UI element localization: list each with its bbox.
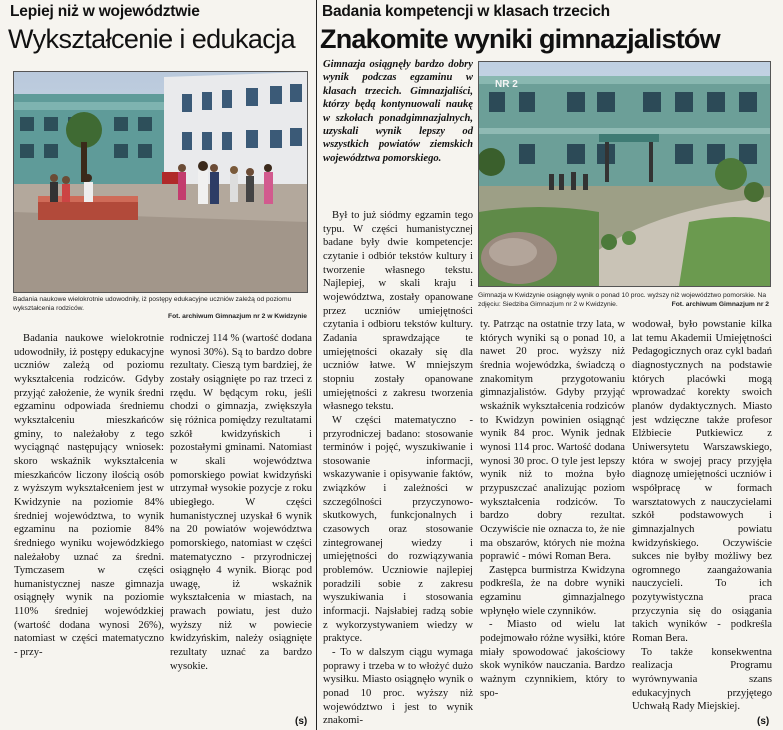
right-column-3 bbox=[632, 318, 772, 716]
left-col2-paragraph: rodniczej 114 % (wartość dodana wynosi 30%). Są to bardzo dobre rezultaty. Cieszą tym bardziej, że zostały osiągnięte po raz trzeci z rzędu. W będącym roku, jeśli chodzi o gimnazja, zwiększyła się różnica pomiędzy rezultatami szkół kwidzyńskich i pozostałymi gminami. Natomiast w skali województwa pomorskiego powiat kwidzyński utrzymał wysokie pozycje z roku ubiegłego. W części humanistycznej uzyskał 6 wynik na 20 powiatów województwa pomorskiego, natomiast w części matematyczno - przyrodniczej osiągnęło 4 wynik. Biorąc pod uwagę, iż wskaźnik wykształcenia w miastach, na prawach powiatu, jest dużo wyższy niż w powiecie kwidzyńskim, należy osiągnięte rezultaty uznać za bardzo wysokie. bbox=[170, 333, 312, 672]
right-column-2 bbox=[480, 318, 625, 730]
left-signature: (s) bbox=[295, 716, 308, 727]
right-photo-caption-text: Gimnazja w Kwidzynie osiągnęły wynik o ponad 10 proc. wyższy niż województwo pomorskie. Na zdjęciu: Siedziba Gimnazjum nr 2 w Kwidzynie. bbox=[478, 292, 767, 308]
page-divider bbox=[316, 0, 317, 730]
right-photo-caption bbox=[478, 292, 769, 309]
photo-sign-text: NR 2 bbox=[495, 79, 518, 90]
right-col1-paragraph: Był to już siódmy egzamin tego typu. W części humanistycznej badane były dwie kompetencje: czytanie i odbiór tekstów kultury i tworzenie własnego tekstu. Najlepiej, w skali kraju i województwa, zostały opanowane przez uczniów umiejętności czytania i odbioru tekstów kultury. Zadania sprawdzające te umiejętności okazały się dla uczniów łatwe. W mniejszym stopniu zostały opanowane umiejętności z zakresu tworzenia własnego tekstu. bbox=[323, 210, 473, 413]
left-kicker: Lepiej niż w województwie bbox=[10, 3, 200, 20]
left-column-2 bbox=[170, 332, 312, 724]
left-photo-credit: Fot. archiwum Gimnazjum nr 2 w Kwidzynie bbox=[168, 313, 307, 321]
right-col2-paragraph: Zastępca burmistrza Kwidzyna podkreśla, że na dobre wyniki egzaminu gimnazjalnego wpłynęło wiele czynników. bbox=[480, 564, 625, 617]
right-lead: Gimnazja osiągnęły bardzo dobry wynik podczas egzaminu w klasach trzecich. Gimnazjaliści, którzy będą kontynuowali naukę w szkołach ponadgimnazjalnych, uzyskali wynik lepszy od wszystkich powiatów ziemskich województwa pomorskiego. bbox=[323, 59, 473, 164]
right-lead-block bbox=[323, 58, 473, 165]
left-school-photo bbox=[13, 71, 308, 293]
right-col1-paragraph: W części matematyczno - przyrodniczej badano: stosowanie terminów i pojęć, wyszukiwanie i stosowanie informacji, wskazywanie i opisywanie faktów, związków i zależności w szczególności przyczynowo-skutkowych, funkcjonalnych i czasowych oraz stosowanie zintegrowanej wiedzy i umiejętności do rozwiązywania problemów. Uczniowie najlepiej poradzili sobie z zakresu wyszukiwania i stosowania informacji. Najsłabiej radzą sobie z wykorzystywaniem wiedzy w praktyce. bbox=[323, 414, 473, 645]
right-column-1 bbox=[323, 209, 473, 730]
right-col3-paragraph: wodował, było powstanie kilka lat temu Akademii Umiejętności Pedagogicznych oraz cykl badań diagnostycznych na podstawie których placówki mogą wprowadzać korekty swoich planów dydaktycznych. Miasto jest wdzięczne także profesor Elżbiecie Putkiewicz z Uniwersytetu Warszawskiego, która w swojej pracy przyjęła diagnozę umiejętności uczniów i współpracę w formach warsztatowych z nauczycielami szkół podstawowych i gimnazjalnych powiatu kwidzyńskiego. Oczywiście sukces nie byłby możliwy bez ogromnego zaangażowania nauczycieli. To ich pozytywistyczna praca przyczynia się do osiągania takich wyników - podkreśla Roman Bera. bbox=[632, 319, 772, 645]
right-school-photo bbox=[478, 61, 771, 287]
right-col2-paragraph: - Miasto od wielu lat podejmowało różne wysiłki, które miały spowodować jakościowy skok wyników nauczania. Bardzo ważnym czynnikiem, który to spo- bbox=[480, 619, 625, 699]
right-col3-paragraph: To także konsekwentna realizacja Programu wyrównywania szans edukacyjnych przyjętego Uchwałą Rady Miejskiej. bbox=[632, 646, 772, 713]
right-headline: Znakomite wyniki gimnazjalistów bbox=[320, 24, 720, 54]
right-photo-credit: Fot. archiwum Gimnazjum nr 2 bbox=[671, 300, 769, 308]
right-col2-paragraph: ty. Patrząc na ostatnie trzy lata, w których wyniki są o ponad 10, a nawet 20 proc. wyższy niż średnia wojewódzka, świadczą o znakomitym przygotowaniu gimnazjalistów. Gdyby przyjąć wskaźnik wykształcenia rodziców to Kwidzyn powinien osiągnąć wynik 84 proc. Wynik jednak wynosi 114 proc. Wartość dodana wynosi 30 proc. O tyle jest lepszy wynik niż to można było przypuszczać analizując poziom wykształcenia rodziców. To bardzo dobry rezultat. Oczywiście nie oznacza to, że nie ma obszarów, których nie można poprawić - mówi Roman Bera. bbox=[480, 319, 625, 563]
left-col1-paragraph: Badania naukowe wielokrotnie udowodniły, iż postępy edukacyjne uczniów zależą od poziomu wykształcenia rodziców. Gdyby przyjąć założenie, że wynik średni egzaminu odpowiada średniemu wykształceniu mieszkańców gminy, to należałoby z tego wyciągnąć następujący wniosek: skoro wskaźnik wykształcenia mieszkańców liczony ilością osób z wyższym wykształceniem jest w Kwidzynie na poziomie 84% średniej województwa, to wynik egzaminu na poziomie 84% średniego wyniku wojewódzkiego należałoby uznać za średni. Tymczasem w części humanistycznej nasze gimnazja osiągnęły wynik na poziomie 110% średniej wojewódzkiej (wartość dodana wynosi 26%), natomiast w części matematyczno - przy- bbox=[14, 333, 164, 659]
right-signature: (s) bbox=[757, 716, 770, 727]
right-col1-paragraph: - To w dalszym ciągu wymaga poprawy i trzeba w to włożyć dużo wysiłku. Miasto osiągnęło wynik o ponad 10 proc. wyższy niż województwo i jest to wynik znakomi- bbox=[323, 647, 473, 727]
left-headline: Wykształcenie i edukacja bbox=[8, 24, 295, 54]
left-photo-caption-text: Badania naukowe wielokrotnie udowodniły, iż postępy edukacyjne uczniów zależą od poziomu wykształcenia rodziców. bbox=[13, 296, 292, 312]
left-photo-caption bbox=[13, 296, 307, 322]
right-kicker: Badania kompetencji w klasach trzecich bbox=[322, 3, 610, 20]
left-column-1 bbox=[14, 332, 164, 730]
